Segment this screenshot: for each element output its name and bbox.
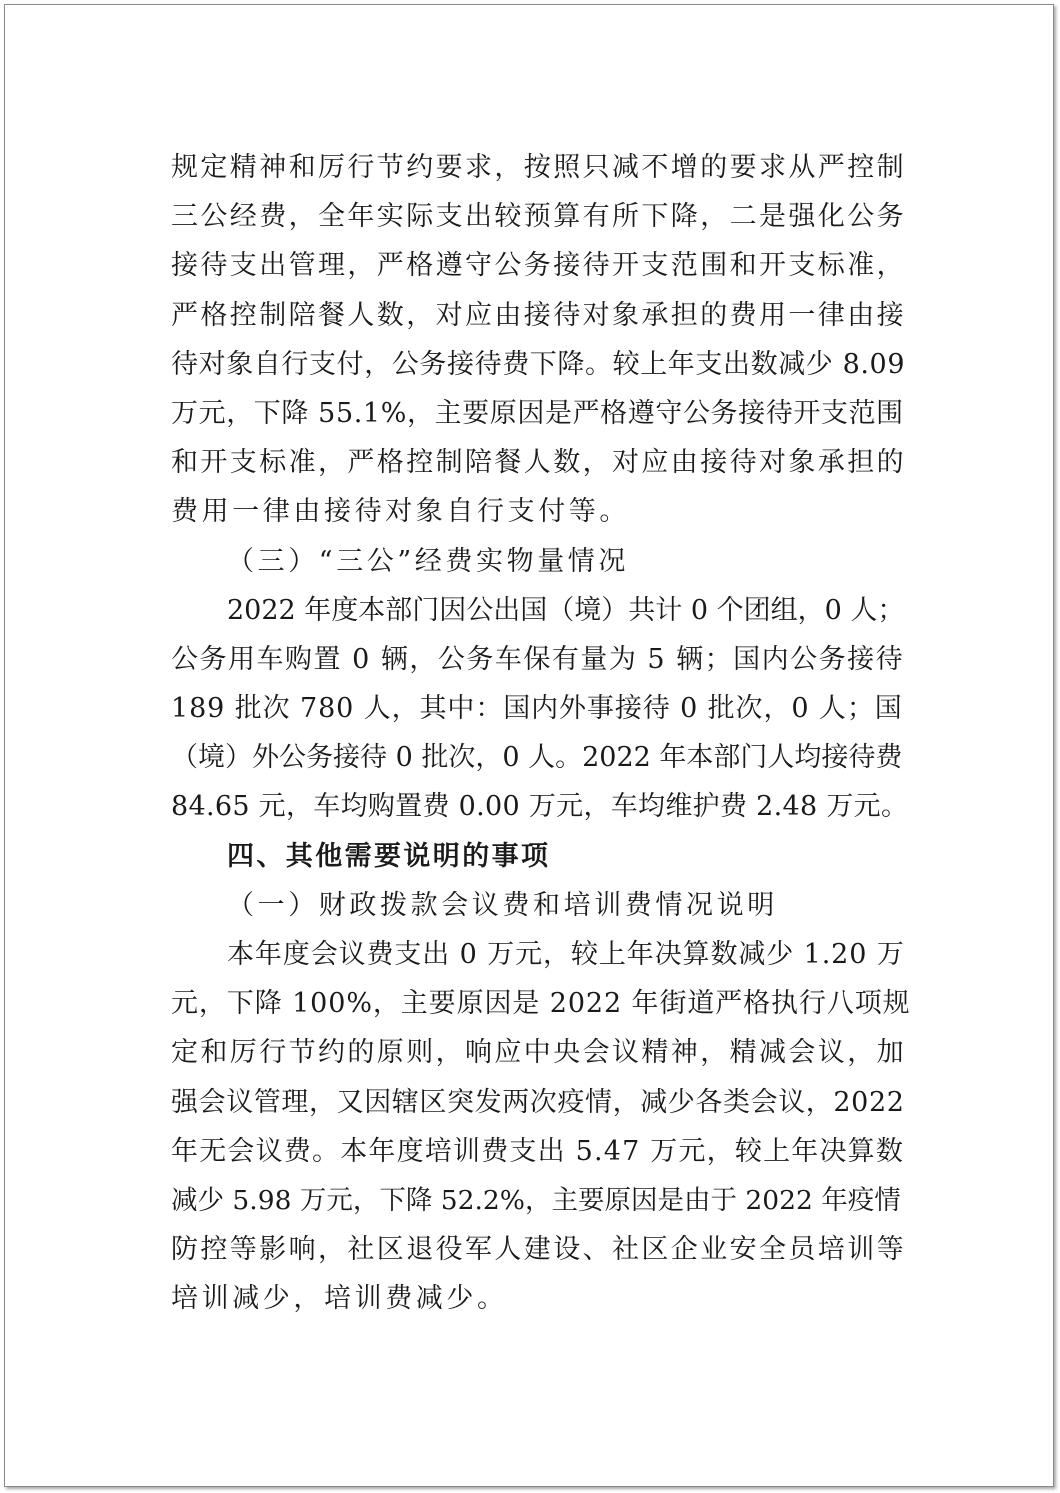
text-line: 本年度会议费支出 0 万元，较上年决算数减少 1.20 万 — [227, 939, 905, 970]
text-line: 年无会议费。本年度培训费支出 5.47 万元，较上年决算数 — [171, 1135, 905, 1167]
text-line: 公务用车购置 0 辆，公务车保有量为 5 辆；国内公务接待 — [171, 643, 905, 675]
text-line: 待对象自行支付，公务接待费下降。较上年支出数减少 8.09 — [171, 348, 906, 380]
document-page — [4, 4, 1054, 1487]
text-line: （境）外公务接待 0 批次，0 人。2022 年本部门人均接待费 — [171, 742, 903, 774]
text-line: 三公经费，全年实际支出较预算有所下降，二是强化公务 — [171, 201, 906, 233]
text-line: 定和厉行节约的原则，响应中央会议精神，精减会议，加 — [171, 1037, 906, 1069]
text-line: 接待支出管理，严格遵守公务接待开支范围和开支标准， — [171, 250, 906, 282]
text-line: 84.65 元，车均购置费 0.00 万元，车均维护费 2.48 万元。 — [171, 791, 909, 823]
text-line: 和开支标准，严格控制陪餐人数，对应由接待对象承担的 — [171, 447, 906, 479]
text-line: 培训减少，培训费减少。 — [171, 1283, 508, 1315]
text-line: 严格控制陪餐人数，对应由接待对象承担的费用一律由接 — [171, 299, 906, 331]
text-line: 防控等影响，社区退役军人建设、社区企业安全员培训等 — [171, 1234, 906, 1266]
text-line: 费用一律由接待对象自行支付等。 — [171, 496, 630, 528]
section-heading: 四、其他需要说明的事项 — [227, 840, 551, 872]
text-line: 强会议管理，又因辖区突发两次疫情，减少各类会议，2022 — [171, 1086, 905, 1118]
text-line: 万元，下降 55.1%，主要原因是严格遵守公务接待开支范围 — [171, 397, 904, 429]
subsection-heading: （三）“三公”经费实物量情况 — [227, 545, 630, 577]
text-line: 元，下降 100%，主要原因是 2022 年街道严格执行八项规 — [171, 988, 911, 1020]
text-line: 189 批次 780 人，其中：国内外事接待 0 批次，0 人；国 — [171, 693, 903, 725]
text-line: 规定精神和厉行节约要求，按照只减不增的要求从严控制 — [171, 152, 906, 183]
document-body — [171, 143, 911, 1324]
text-line: 2022 年度本部门因公出国（境）共计 0 个团组，0 人； — [227, 594, 905, 626]
text-line: 减少 5.98 万元，下降 52.2%，主要原因是由于 2022 年疫情 — [171, 1184, 901, 1216]
subsection-heading: （一）财政拨款会议费和培训费情况说明 — [227, 889, 778, 921]
